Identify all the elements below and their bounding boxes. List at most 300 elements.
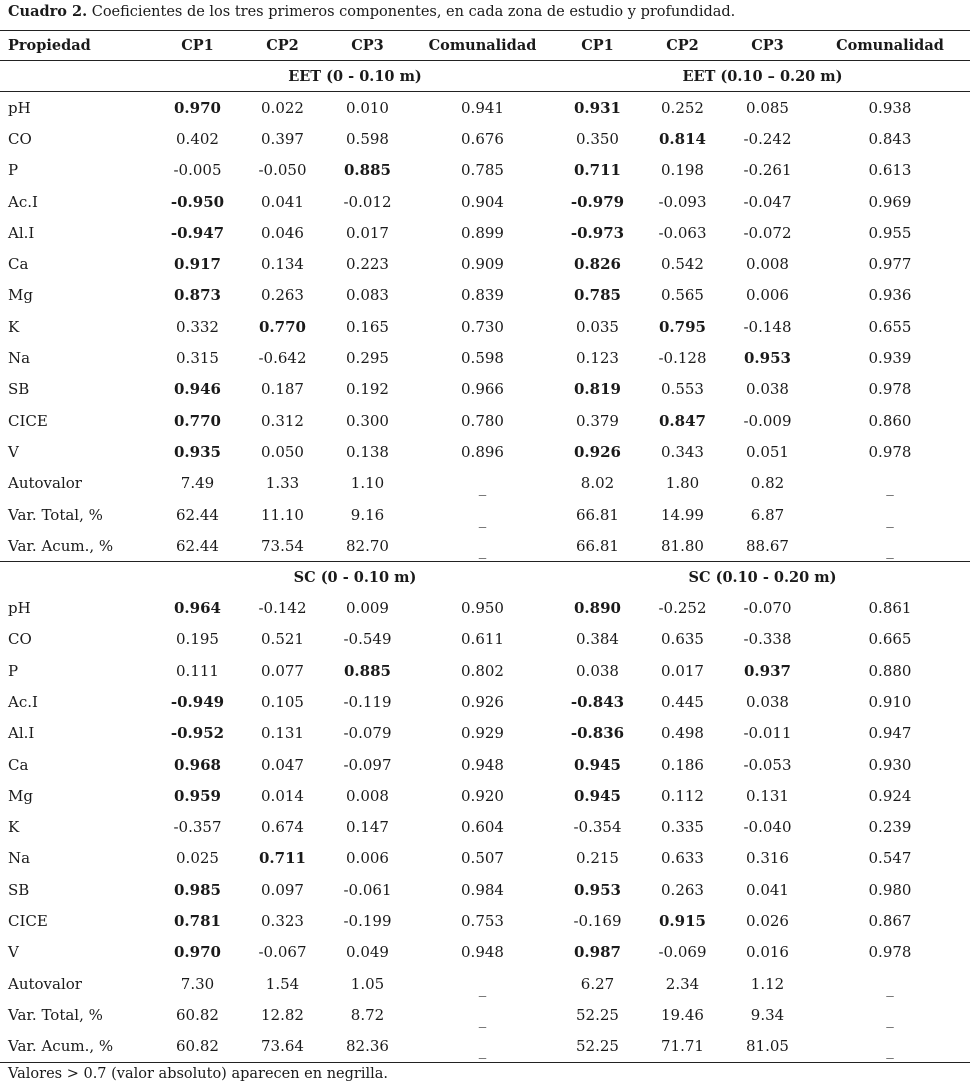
- value-cell: [555, 342, 640, 373]
- value-text: 73.54: [261, 536, 304, 555]
- value-text: 0.025: [176, 849, 219, 868]
- value-cell: [640, 843, 725, 874]
- value-text: 0.987: [574, 943, 621, 962]
- value-cell: [410, 905, 555, 936]
- value-text: 0.379: [576, 411, 619, 430]
- table-row: [0, 1031, 970, 1063]
- value-cell: [240, 624, 325, 655]
- footnote: Valores > 0.7 (valor absoluto) aparecen en negrilla.: [8, 1066, 389, 1082]
- value-cell: [155, 874, 240, 905]
- value-cell: [240, 655, 325, 686]
- table-row: [0, 999, 970, 1030]
- value-cell: [640, 342, 725, 373]
- value-text: 0.947: [868, 724, 912, 743]
- value-cell: [725, 874, 810, 905]
- value-cell: [155, 217, 240, 248]
- value-cell: [725, 248, 810, 279]
- value-text: 0.134: [261, 255, 304, 274]
- table-row: [0, 499, 970, 530]
- value-text: 0.397: [261, 129, 304, 148]
- value-cell: [410, 92, 555, 124]
- value-text: 71.71: [661, 1037, 704, 1056]
- value-cell: [810, 937, 970, 968]
- value-text: -0.047: [743, 192, 792, 211]
- value-cell: [325, 968, 410, 999]
- value-text: 0.223: [346, 255, 389, 274]
- value-text: 1.12: [750, 974, 785, 993]
- value-text: 0.010: [346, 98, 389, 117]
- value-cell: [155, 374, 240, 405]
- value-cell: [325, 374, 410, 405]
- header-propiedad: Propiedad: [0, 31, 155, 61]
- value-cell: [725, 374, 810, 405]
- value-cell: [810, 968, 970, 999]
- value-cell: [410, 123, 555, 154]
- value-cell: [640, 968, 725, 999]
- value-text: 0.753: [461, 912, 504, 931]
- value-text: 0.006: [346, 849, 389, 868]
- value-text: 88.67: [746, 536, 789, 555]
- value-text: 60.82: [176, 1005, 219, 1024]
- value-text: -0.199: [343, 912, 392, 931]
- value-text: _: [886, 978, 894, 997]
- value-cell: [155, 92, 240, 124]
- value-text: 0.941: [461, 98, 504, 117]
- property-cell: CO: [8, 630, 32, 649]
- value-cell: [240, 248, 325, 279]
- value-text: 0.295: [346, 349, 389, 368]
- value-text: 0.016: [746, 943, 789, 962]
- value-cell: [410, 686, 555, 717]
- value-text: -0.097: [343, 755, 392, 774]
- value-cell: [155, 248, 240, 279]
- value-cell: [410, 374, 555, 405]
- value-text: 0.138: [346, 442, 389, 461]
- value-cell: [725, 937, 810, 968]
- value-text: -0.836: [570, 724, 625, 743]
- value-text: 0.936: [868, 286, 912, 305]
- value-text: 1.80: [665, 474, 700, 493]
- value-text: 0.613: [868, 161, 912, 180]
- value-text: 0.038: [576, 661, 619, 680]
- value-cell: [640, 217, 725, 248]
- table-row: [0, 624, 970, 655]
- value-text: 7.49: [180, 474, 215, 493]
- value-text: 0.633: [661, 849, 704, 868]
- value-cell: [555, 123, 640, 154]
- property-cell: P: [8, 161, 19, 180]
- value-cell: [410, 468, 555, 499]
- value-text: 0.006: [746, 286, 789, 305]
- value-text: 0.781: [174, 912, 221, 931]
- value-cell: [155, 405, 240, 436]
- value-cell: [155, 186, 240, 217]
- value-cell: [555, 499, 640, 530]
- value-text: 0.553: [661, 380, 704, 399]
- value-cell: [410, 999, 555, 1030]
- property-cell: Mg: [8, 286, 33, 305]
- value-text: 0.984: [461, 880, 504, 899]
- value-text: 0.978: [868, 380, 912, 399]
- value-text: 0.955: [868, 223, 912, 242]
- value-text: -0.128: [658, 349, 707, 368]
- value-text: 0.300: [346, 411, 389, 430]
- value-text: 0.946: [174, 380, 221, 399]
- value-cell: [725, 968, 810, 999]
- value-cell: [240, 436, 325, 467]
- zone-label-left: EET (0 - 0.10 m): [155, 61, 555, 92]
- value-cell: [325, 843, 410, 874]
- value-cell: [810, 186, 970, 217]
- value-text: 0.785: [461, 161, 504, 180]
- value-text: 0.187: [261, 380, 304, 399]
- value-text: 0.598: [461, 349, 504, 368]
- value-cell: [640, 92, 725, 124]
- value-text: 12.82: [261, 1005, 304, 1024]
- value-text: 0.635: [661, 630, 704, 649]
- value-text: 0.82: [750, 474, 785, 493]
- value-cell: [155, 999, 240, 1030]
- value-cell: [810, 92, 970, 124]
- value-cell: [325, 405, 410, 436]
- value-cell: [155, 342, 240, 373]
- value-cell: [640, 280, 725, 311]
- value-text: 0.131: [746, 786, 789, 805]
- value-text: -0.040: [743, 818, 792, 837]
- value-text: -0.067: [258, 943, 307, 962]
- value-cell: [240, 405, 325, 436]
- value-text: -0.053: [743, 755, 792, 774]
- value-cell: [410, 780, 555, 811]
- value-text: 0.924: [868, 786, 912, 805]
- value-cell: [555, 655, 640, 686]
- value-cell: [410, 843, 555, 874]
- value-cell: [410, 530, 555, 562]
- value-text: -0.549: [343, 630, 392, 649]
- value-cell: [640, 374, 725, 405]
- value-cell: [240, 217, 325, 248]
- value-cell: [810, 499, 970, 530]
- property-cell: SB: [8, 380, 30, 399]
- value-cell: [725, 1031, 810, 1063]
- value-cell: [725, 342, 810, 373]
- property-cell: CICE: [8, 912, 48, 931]
- value-text: 0.350: [576, 129, 619, 148]
- value-text: 0.047: [261, 755, 304, 774]
- value-text: 0.930: [868, 755, 912, 774]
- value-text: 0.770: [174, 411, 221, 430]
- value-cell: [640, 592, 725, 623]
- value-cell: [155, 1031, 240, 1063]
- value-text: 52.25: [576, 1037, 619, 1056]
- value-cell: [810, 155, 970, 186]
- value-cell: [640, 186, 725, 217]
- value-cell: [410, 436, 555, 467]
- value-cell: [410, 311, 555, 342]
- value-cell: [155, 123, 240, 154]
- value-cell: [325, 280, 410, 311]
- value-text: 0.655: [868, 317, 912, 336]
- value-cell: [725, 186, 810, 217]
- value-cell: [325, 905, 410, 936]
- value-cell: [410, 499, 555, 530]
- value-cell: [725, 812, 810, 843]
- header-cp2-a: CP2: [240, 31, 325, 61]
- value-cell: [725, 686, 810, 717]
- value-text: _: [886, 1009, 894, 1028]
- value-cell: [240, 311, 325, 342]
- value-text: -0.843: [570, 692, 625, 711]
- value-cell: [555, 812, 640, 843]
- value-cell: [810, 342, 970, 373]
- value-cell: [155, 812, 240, 843]
- value-text: 0.948: [461, 943, 504, 962]
- value-text: 0.904: [461, 192, 504, 211]
- table-row: [0, 436, 970, 467]
- value-text: -0.005: [173, 161, 222, 180]
- value-cell: [410, 749, 555, 780]
- property-cell: Autovalor: [8, 974, 82, 993]
- value-text: 0.026: [746, 912, 789, 931]
- value-cell: [725, 749, 810, 780]
- value-text: _: [886, 478, 894, 497]
- value-text: 0.843: [868, 129, 912, 148]
- value-cell: [555, 217, 640, 248]
- value-text: 0.860: [868, 411, 912, 430]
- value-cell: [555, 968, 640, 999]
- value-text: -0.357: [173, 818, 222, 837]
- value-text: 0.017: [661, 661, 704, 680]
- value-cell: [325, 217, 410, 248]
- value-cell: [155, 530, 240, 562]
- value-text: 0.384: [576, 630, 619, 649]
- value-cell: [240, 123, 325, 154]
- value-cell: [155, 968, 240, 999]
- value-cell: [725, 436, 810, 467]
- value-cell: [240, 874, 325, 905]
- value-text: 0.050: [261, 442, 304, 461]
- value-text: _: [478, 978, 487, 997]
- value-text: -0.979: [570, 192, 625, 211]
- value-text: 0.312: [261, 411, 304, 430]
- value-text: -0.338: [743, 630, 792, 649]
- property-cell: Ca: [8, 255, 29, 274]
- property-cell: Al.I: [8, 223, 35, 242]
- value-text: 1.10: [350, 474, 385, 493]
- value-cell: [325, 999, 410, 1030]
- value-text: 66.81: [576, 505, 619, 524]
- value-text: -0.252: [658, 599, 707, 618]
- value-cell: [555, 436, 640, 467]
- value-text: 0.009: [346, 599, 389, 618]
- value-cell: [640, 499, 725, 530]
- value-text: 0.899: [461, 223, 504, 242]
- value-cell: [555, 311, 640, 342]
- value-cell: [725, 123, 810, 154]
- property-cell: pH: [8, 98, 31, 117]
- value-text: 0.085: [746, 98, 789, 117]
- value-text: 0.335: [661, 818, 704, 837]
- property-cell: P: [8, 661, 19, 680]
- value-text: 1.54: [265, 974, 300, 993]
- value-text: 0.795: [659, 317, 706, 336]
- value-text: -0.072: [743, 223, 792, 242]
- value-cell: [410, 968, 555, 999]
- value-text: 0.239: [868, 818, 912, 837]
- value-cell: [725, 530, 810, 562]
- value-cell: [810, 624, 970, 655]
- value-cell: [325, 155, 410, 186]
- value-cell: [240, 812, 325, 843]
- value-cell: [155, 155, 240, 186]
- value-cell: [810, 843, 970, 874]
- value-text: 0.263: [661, 880, 704, 899]
- value-cell: [325, 749, 410, 780]
- value-text: -0.070: [743, 599, 792, 618]
- value-cell: [640, 155, 725, 186]
- value-cell: [555, 405, 640, 436]
- value-text: 14.99: [661, 505, 704, 524]
- value-cell: [325, 342, 410, 373]
- table-row: [0, 468, 970, 499]
- value-text: 0.049: [346, 943, 389, 962]
- table-row: [0, 248, 970, 279]
- value-text: 0.819: [574, 380, 621, 399]
- value-cell: [155, 937, 240, 968]
- value-cell: [725, 155, 810, 186]
- value-text: -0.242: [743, 129, 792, 148]
- value-text: 0.920: [461, 786, 504, 805]
- value-text: 0.890: [574, 599, 621, 618]
- value-text: 0.977: [868, 255, 912, 274]
- value-text: 82.36: [346, 1037, 389, 1056]
- table-row: [0, 718, 970, 749]
- value-text: 0.861: [868, 599, 912, 618]
- value-cell: [325, 499, 410, 530]
- value-cell: [240, 718, 325, 749]
- value-text: 0.041: [261, 192, 304, 211]
- value-cell: [325, 92, 410, 124]
- value-text: 0.252: [661, 98, 704, 117]
- value-cell: [810, 718, 970, 749]
- value-cell: [240, 186, 325, 217]
- value-cell: [810, 436, 970, 467]
- value-text: 0.008: [746, 255, 789, 274]
- value-cell: [240, 530, 325, 562]
- value-text: 0.780: [461, 411, 504, 430]
- value-text: 62.44: [176, 536, 219, 555]
- value-text: 81.80: [661, 536, 704, 555]
- value-cell: [810, 655, 970, 686]
- value-cell: [640, 655, 725, 686]
- value-text: 0.945: [574, 786, 621, 805]
- value-text: 0.046: [261, 223, 304, 242]
- value-cell: [640, 311, 725, 342]
- table-row: [0, 342, 970, 373]
- value-text: 0.674: [261, 818, 304, 837]
- value-cell: [555, 624, 640, 655]
- value-text: 0.604: [461, 818, 504, 837]
- value-cell: [810, 468, 970, 499]
- value-text: 0.186: [661, 755, 704, 774]
- value-cell: [555, 718, 640, 749]
- value-text: 0.770: [259, 317, 306, 336]
- value-text: 0.885: [344, 661, 391, 680]
- value-text: 0.939: [868, 349, 912, 368]
- value-cell: [640, 405, 725, 436]
- value-text: 0.192: [346, 380, 389, 399]
- value-cell: [410, 280, 555, 311]
- value-text: 0.611: [461, 630, 504, 649]
- value-cell: [410, 342, 555, 373]
- value-text: 0.966: [461, 380, 504, 399]
- table-caption: [8, 3, 963, 21]
- value-text: 0.929: [461, 724, 504, 743]
- value-text: 0.970: [174, 943, 221, 962]
- value-cell: [410, 186, 555, 217]
- value-cell: [555, 843, 640, 874]
- value-cell: [240, 592, 325, 623]
- value-cell: [555, 374, 640, 405]
- value-text: 0.730: [461, 317, 504, 336]
- value-text: 0.814: [659, 129, 706, 148]
- value-text: 0.014: [261, 786, 304, 805]
- zone-blank-cell: [0, 61, 155, 92]
- value-cell: [155, 686, 240, 717]
- value-cell: [725, 592, 810, 623]
- value-cell: [325, 436, 410, 467]
- table-row: [0, 843, 970, 874]
- value-text: _: [478, 509, 487, 528]
- coefficients-table: [0, 30, 970, 1063]
- value-text: _: [886, 509, 894, 528]
- value-text: 0.970: [174, 98, 221, 117]
- value-text: -0.063: [658, 223, 707, 242]
- value-text: 0.910: [868, 692, 912, 711]
- value-text: 0.165: [346, 317, 389, 336]
- value-text: 60.82: [176, 1037, 219, 1056]
- value-text: -0.949: [170, 692, 225, 711]
- value-text: 1.05: [350, 974, 385, 993]
- value-text: 0.041: [746, 880, 789, 899]
- property-cell: Var. Total, %: [8, 1005, 103, 1024]
- value-cell: [240, 937, 325, 968]
- value-cell: [240, 342, 325, 373]
- value-cell: [640, 780, 725, 811]
- value-text: 0.935: [174, 442, 221, 461]
- value-cell: [240, 749, 325, 780]
- value-text: 0.968: [174, 755, 221, 774]
- value-cell: [410, 624, 555, 655]
- value-cell: [555, 749, 640, 780]
- value-cell: [325, 686, 410, 717]
- zone-label-left: SC (0 - 0.10 m): [155, 562, 555, 593]
- value-text: 0.676: [461, 129, 504, 148]
- value-text: 0.917: [174, 255, 221, 274]
- value-cell: [325, 311, 410, 342]
- value-cell: [555, 1031, 640, 1063]
- value-text: 0.498: [661, 724, 704, 743]
- value-cell: [640, 1031, 725, 1063]
- value-text: 0.711: [574, 161, 621, 180]
- value-cell: [325, 592, 410, 623]
- value-text: 0.123: [576, 349, 619, 368]
- value-cell: [155, 499, 240, 530]
- value-cell: [555, 280, 640, 311]
- value-text: 0.885: [344, 161, 391, 180]
- value-text: 0.665: [868, 630, 912, 649]
- caption-label: Cuadro 2.: [8, 3, 88, 20]
